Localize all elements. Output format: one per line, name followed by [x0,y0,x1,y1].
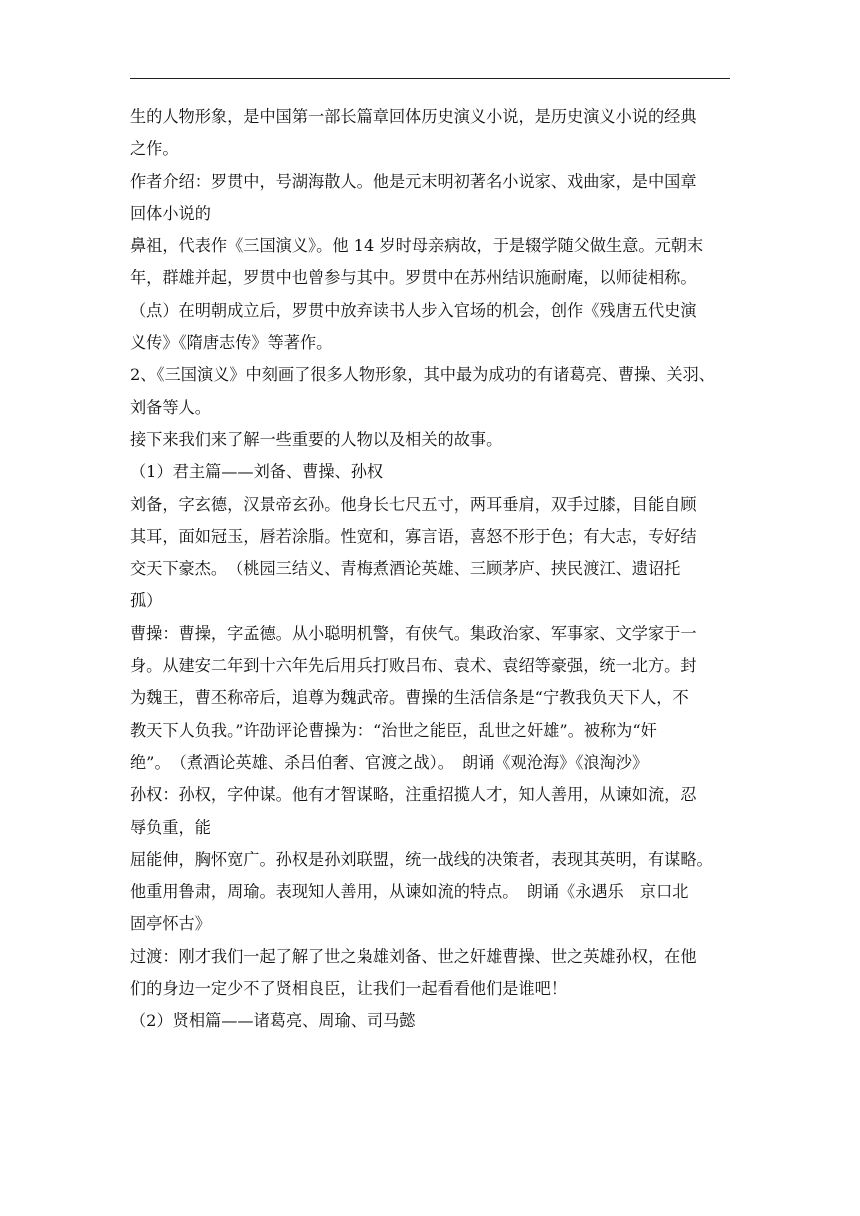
text-line: 们的身边一定少不了贤相良臣，让我们一起看看他们是谁吧！ [130,979,568,999]
text-line: 交天下豪杰。 （桃园三结义、青梅煮酒论英雄、三顾茅庐、挟民渡江、遗诏托 [130,559,681,579]
text-line: 刘备等人。 [130,397,211,417]
section-heading: （2）贤相篇——诸葛亮、周瑜、司马懿 [130,1011,416,1031]
text-line: 生的人物形象，是中国第一部长篇章回体历史演义小说，是历史演义小说的经典 [130,107,697,126]
text-line: 教天下人负我。”许劭评论曹操为：“治世之能臣，乱世之奸雄”。被称为“奸 [130,720,657,740]
text-line: 固亭怀古》 [130,914,211,934]
text-line: 孤） [130,591,163,611]
text-line: 义传》《隋唐志传》等著作。 [130,333,333,353]
text-line: 曹操：曹操，字孟德。从小聪明机警，有侠气。集政治家、军事家、文学家于一 [130,623,697,643]
text-line: 鼻祖，代表作《三国演义》。他 14 岁时母亲病故，于是辍学随父做生意。元朝末 [130,236,704,256]
text-line: 过渡：刚才我们一起了解了世之枭雄刘备、世之奸雄曹操、世之英雄孙权，在他 [130,946,697,966]
text-line: 接下来我们来了解一些重要的人物以及相关的故事。 [130,429,503,449]
text-line: 作者介绍：罗贯中，号湖海散人。他是元末明初著名小说家、戏曲家，是中国章 [130,171,697,191]
text-line: 刘备，字玄德，汉景帝玄孙。他身长七尺五寸，两耳垂肩，双手过膝，目能自顾 [130,494,697,514]
text-line: 为魏王，曹丕称帝后，追尊为魏武帝。曹操的生活信条是“宁教我负天下人，不 [130,688,689,708]
text-line: 辱负重，能 [130,817,211,837]
text-line: 绝”。 （煮酒论英雄、杀吕伯奢、官渡之战）。 朗诵《观沧海》《浪淘沙》 [130,752,649,772]
text-line: 其耳，面如冠玉，唇若涂脂。性宽和，寡言语，喜怒不形于色；有大志，专好结 [130,526,697,546]
header-rule [130,78,730,79]
text-line: 回体小说的 [130,203,211,223]
document-body [130,101,730,1038]
text-line: 屈能伸，胸怀宽广。孙权是孙刘联盟，统一战线的决策者，表现其英明，有谋略。 [130,849,713,869]
text-line: 孙权：孙权，字仲谋。他有才智谋略，注重招揽人才，知人善用，从谏如流，忍 [130,785,697,805]
text-line: 他重用鲁肃，周瑜。表现知人善用，从谏如流的特点。 朗诵《永遇乐 京口北 [130,882,689,902]
text-line: 年，群雄并起，罗贯中也曾参与其中。罗贯中在苏州结识施耐庵，以师徒相称。 [130,268,697,288]
text-line: 2、《三国演义》中刻画了很多人物形象，其中最为成功的有诸葛亮、曹操、关羽、 [130,365,715,385]
text-line: 身。从建安二年到十六年先后用兵打败吕布、袁术、袁绍等豪强，统一北方。封 [130,656,697,676]
section-heading: （1）君主篇——刘备、曹操、孙权 [130,462,384,482]
text-line: （点）在明朝成立后，罗贯中放弃读书人步入官场的机会，创作《残唐五代史演 [130,300,697,320]
text-line: 之作。 [130,139,179,159]
